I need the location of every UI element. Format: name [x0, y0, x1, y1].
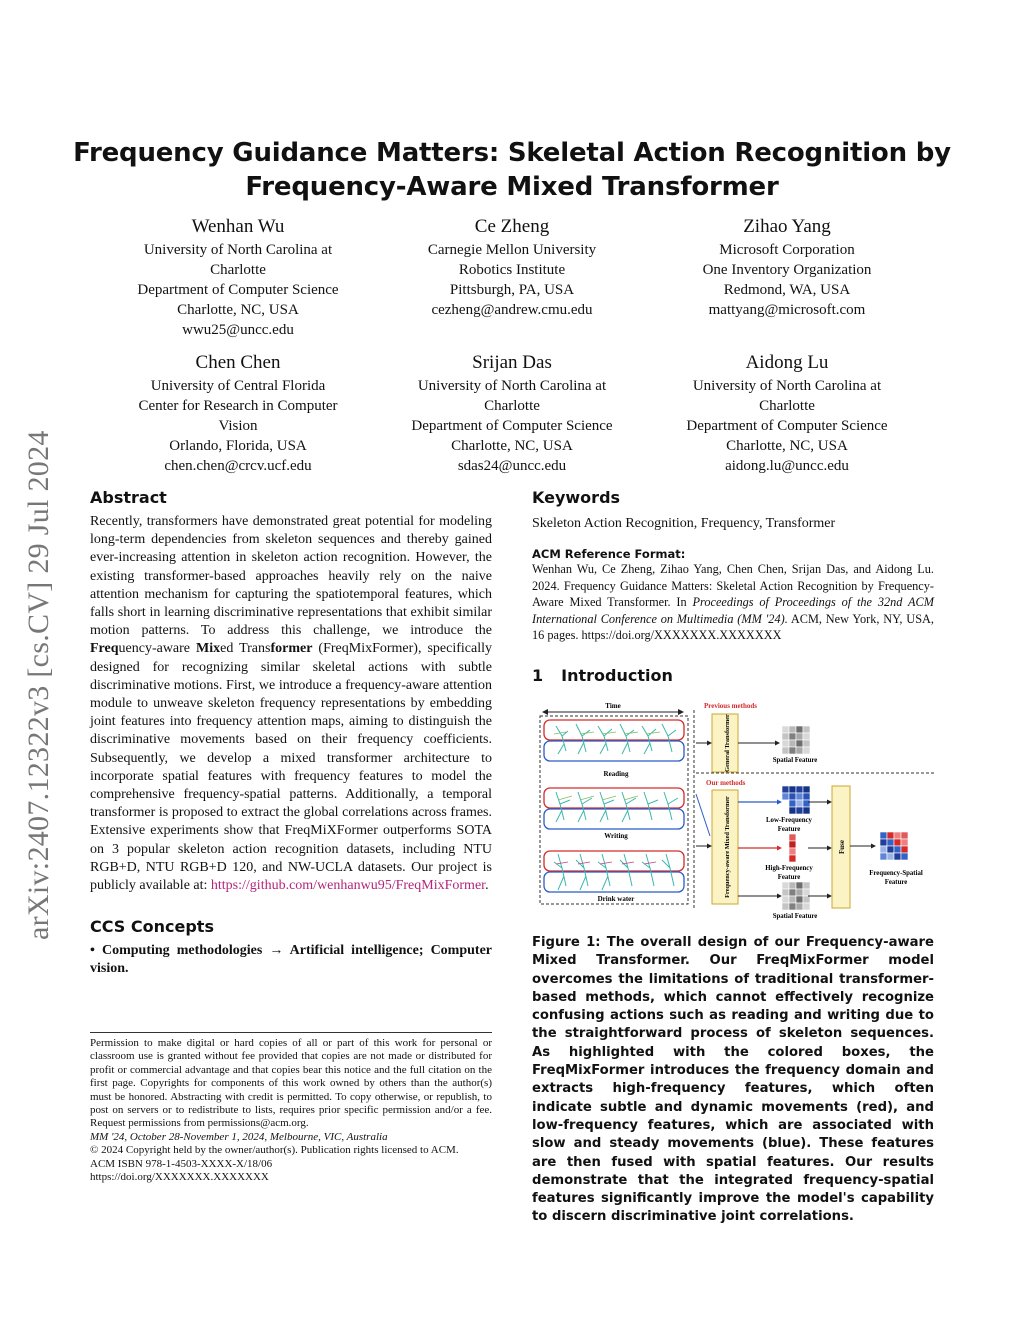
author-block — [637, 216, 937, 320]
doi-line: https://doi.org/XXXXXXX.XXXXXXX — [90, 1171, 269, 1184]
author-block — [362, 216, 662, 320]
author-location: Pittsburgh, PA, USA — [449, 282, 575, 298]
abstract-heading: Abstract — [90, 488, 167, 507]
author-affiliation: University of Central Florida — [150, 378, 326, 394]
author-affiliation: Charlotte — [484, 398, 540, 414]
author-affiliation: Department of Computer Science — [686, 418, 888, 434]
author-affiliation: Charlotte — [210, 262, 266, 278]
frequency-transformer-label: Frequency-aware Mixed Transformer — [724, 796, 731, 898]
author-affiliation: Charlotte — [759, 398, 815, 414]
permission-footnote — [90, 1032, 492, 1184]
author-affiliation: University of North Carolina at — [692, 378, 882, 394]
author-location: Charlotte, NC, USA — [726, 438, 848, 454]
right-column — [532, 488, 934, 685]
reading-label: Reading — [603, 770, 629, 778]
author-block — [88, 352, 388, 476]
author-affiliation: University of North Carolina at — [143, 242, 333, 258]
frequency-spatial-grid — [880, 832, 908, 860]
isbn-line: ACM ISBN 978-1-4503-XXXX-X/18/06 — [90, 1157, 273, 1170]
spatial-feature-label-1: Spatial Feature — [772, 757, 818, 764]
ccs-concepts: • Computing methodologies → Artificial intelligence; Computer vision. — [90, 943, 492, 977]
author-name: Wenhan Wu — [191, 216, 285, 237]
author-email: mattyang@microsoft.com — [708, 302, 866, 318]
spatial-feature-label-2: Spatial Feature — [772, 913, 818, 920]
reading-skeletons — [556, 724, 676, 754]
reading-low-box — [544, 741, 684, 761]
spatial-feature-grid-1 — [782, 726, 810, 754]
author-name: Ce Zheng — [474, 216, 550, 237]
acm-ref-heading: ACM Reference Format: — [532, 547, 686, 562]
author-affiliation: Vision — [218, 418, 258, 434]
copyright-line: © 2024 Copyright held by the owner/author(s). Publication rights licensed to ACM. — [90, 1144, 459, 1157]
figure-1-diagram — [536, 696, 936, 926]
permission-text: Permission to make digital or hard copies of all or part of this work for personal or classroom use is granted without fee provided that copies are not made or distributed for profit or commercial advantage and that copies bear this notice and the full citation on the first page. Copyrights for components of this work owned by others than the author(s) must be honored. Abstracting with credit is permitted. To copy otherwise, or republish, to post on servers or to redistribute to lists, requires prior specific permission and/or a fee. Request permissions from permissions@acm.org. — [90, 1037, 492, 1130]
author-name: Aidong Lu — [745, 352, 829, 373]
ccs-heading: CCS Concepts — [90, 917, 214, 937]
left-column — [90, 488, 492, 979]
keywords-text: Skeleton Action Recognition, Frequency, Transformer — [532, 516, 836, 531]
previous-methods-label: Previous methods — [704, 702, 757, 710]
our-methods-label: Our methods — [706, 779, 746, 787]
writing-low-box — [544, 809, 684, 829]
figure-1-caption: Figure 1: The overall design of our Frequency-aware Mixed Transformer. Our FreqMixFormer model overcomes the limitations of traditional transformer-based methods, which cannot effectively recognize confusing actions such as reading and writing due to the straightforward process of skeleton sequences. As highlighted with the colored boxes, the FreqMixFormer introduces the frequency domain and extracts high-frequency features, which often indicate subtle and dynamic movements (red), and low-frequency features, which are associated with slow and steady movements (blue). These features are then fused with spatial features. Our results demonstrate that the integrated frequency-spatial features significantly improve the model's capability to discern discriminative joint correlations. — [532, 935, 934, 1225]
drink-label: Drink water — [597, 895, 635, 903]
author-name: Srijan Das — [472, 352, 552, 373]
acm-ref-text: Wenhan Wu, Ce Zheng, Zihao Yang, Chen Chen, Srijan Das, and Aidong Lu. 2024. Frequency Guidance Matters: Skeletal Action Recognition by Frequency-Aware Mixed Transformer. In Proceedings of Proceedings of the 32nd ACM International Conference on Multimedia (MM '24). ACM, New York, NY, USA, 16 pages. https://doi.org/XXXXXXX.XXXXXXX — [532, 562, 934, 643]
arxiv-identifier: arXiv:2407.12322v3 [cs.CV] 29 Jul 2024 — [22, 430, 55, 940]
writing-label: Writing — [604, 832, 628, 840]
intro-heading: 1 Introduction — [532, 665, 673, 685]
author-affiliation: Department of Computer Science — [137, 282, 339, 298]
author-affiliation: Center for Research in Computer — [138, 398, 338, 414]
author-email: aidong.lu@uncc.edu — [725, 458, 849, 474]
general-transformer-label: General Transformer — [724, 714, 731, 772]
author-affiliation: Department of Computer Science — [411, 418, 613, 434]
spatial-feature-grid-2 — [782, 882, 810, 910]
author-name: Zihao Yang — [743, 216, 831, 237]
fuse-label: Fuse — [838, 840, 846, 854]
author-block — [637, 352, 937, 476]
author-email: chen.chen@crcv.ucf.edu — [164, 458, 312, 474]
conference-line: MM '24, October 28-November 1, 2024, Melbourne, VIC, Australia — [90, 1130, 388, 1143]
high-frequency-grid — [782, 834, 810, 862]
low-frequency-label: Low-Frequency Feature — [766, 817, 812, 833]
frequency-spatial-label: Frequency-Spatial Feature — [869, 870, 923, 886]
time-label: Time — [605, 702, 621, 710]
title-line-2: Frequency-Aware Mixed Transformer — [245, 172, 779, 202]
high-frequency-label: High-Frequency Feature — [765, 865, 813, 881]
abstract-body: Recently, transformers have demonstrated great potential for modeling long-term dependencies from skeleton sequences and thereby gained ever-increasing attention in skeleton action recognition. However, the existing transformer-based approaches heavily rely on the naive attention mechanism for capturing the spatiotemporal features, which falls short in learning discriminative representations that exhibit similar motion patterns. To address this challenge, we introduce the Frequency-aware Mixed Transformer (FreqMixFormer), specifically designed for recognizing similar skeletal actions with subtle discriminative motions. First, we introduce a frequency-aware attention module to unweave skeleton frequency representations by embedding joint features into frequency attention maps, aiming to distinguish the discriminative movements based on their frequency coefficients. Subsequently, we develop a mixed transformer architecture to incorporate spatial features with frequency features to model the comprehensive frequency-spatial patterns. Additionally, a temporal transformer is proposed to extract the global correlations across frames. Extensive experiments show that FreqMiXFormer outperforms SOTA on 3 popular skeleton action recognition datasets, including NTU RGB+D, NTU RGB+D 120, and NW-UCLA datasets. Our project is publicly available at: https://github.com/wenhanwu95/FreqMixFormer. — [90, 514, 492, 894]
author-email: sdas24@uncc.edu — [457, 458, 567, 474]
author-location: Charlotte, NC, USA — [451, 438, 573, 454]
author-block — [362, 352, 662, 476]
author-location: Orlando, Florida, USA — [169, 438, 307, 454]
author-affiliation: Microsoft Corporation — [719, 242, 855, 258]
writing-skeletons — [556, 792, 678, 822]
author-name: Chen Chen — [195, 352, 281, 373]
author-affiliation: One Inventory Organization — [702, 262, 872, 278]
author-email: wwu25@uncc.edu — [182, 322, 294, 338]
author-affiliation: Carnegie Mellon University — [427, 242, 597, 258]
low-frequency-grid — [782, 786, 810, 814]
author-location: Charlotte, NC, USA — [177, 302, 299, 318]
input-sequences-box — [540, 716, 688, 904]
project-link[interactable]: https://github.com/wenhanwu95/FreqMixFormer — [210, 878, 486, 894]
author-block — [88, 216, 388, 340]
author-location: Redmond, WA, USA — [723, 282, 851, 298]
author-email: cezheng@andrew.cmu.edu — [431, 302, 593, 318]
paper-title — [60, 136, 964, 204]
author-affiliation: Robotics Institute — [458, 262, 566, 278]
title-line-1: Frequency Guidance Matters: Skeletal Action Recognition by — [73, 138, 951, 168]
reading-high-box — [544, 720, 684, 740]
author-affiliation: University of North Carolina at — [417, 378, 607, 394]
keywords-heading: Keywords — [532, 488, 621, 507]
